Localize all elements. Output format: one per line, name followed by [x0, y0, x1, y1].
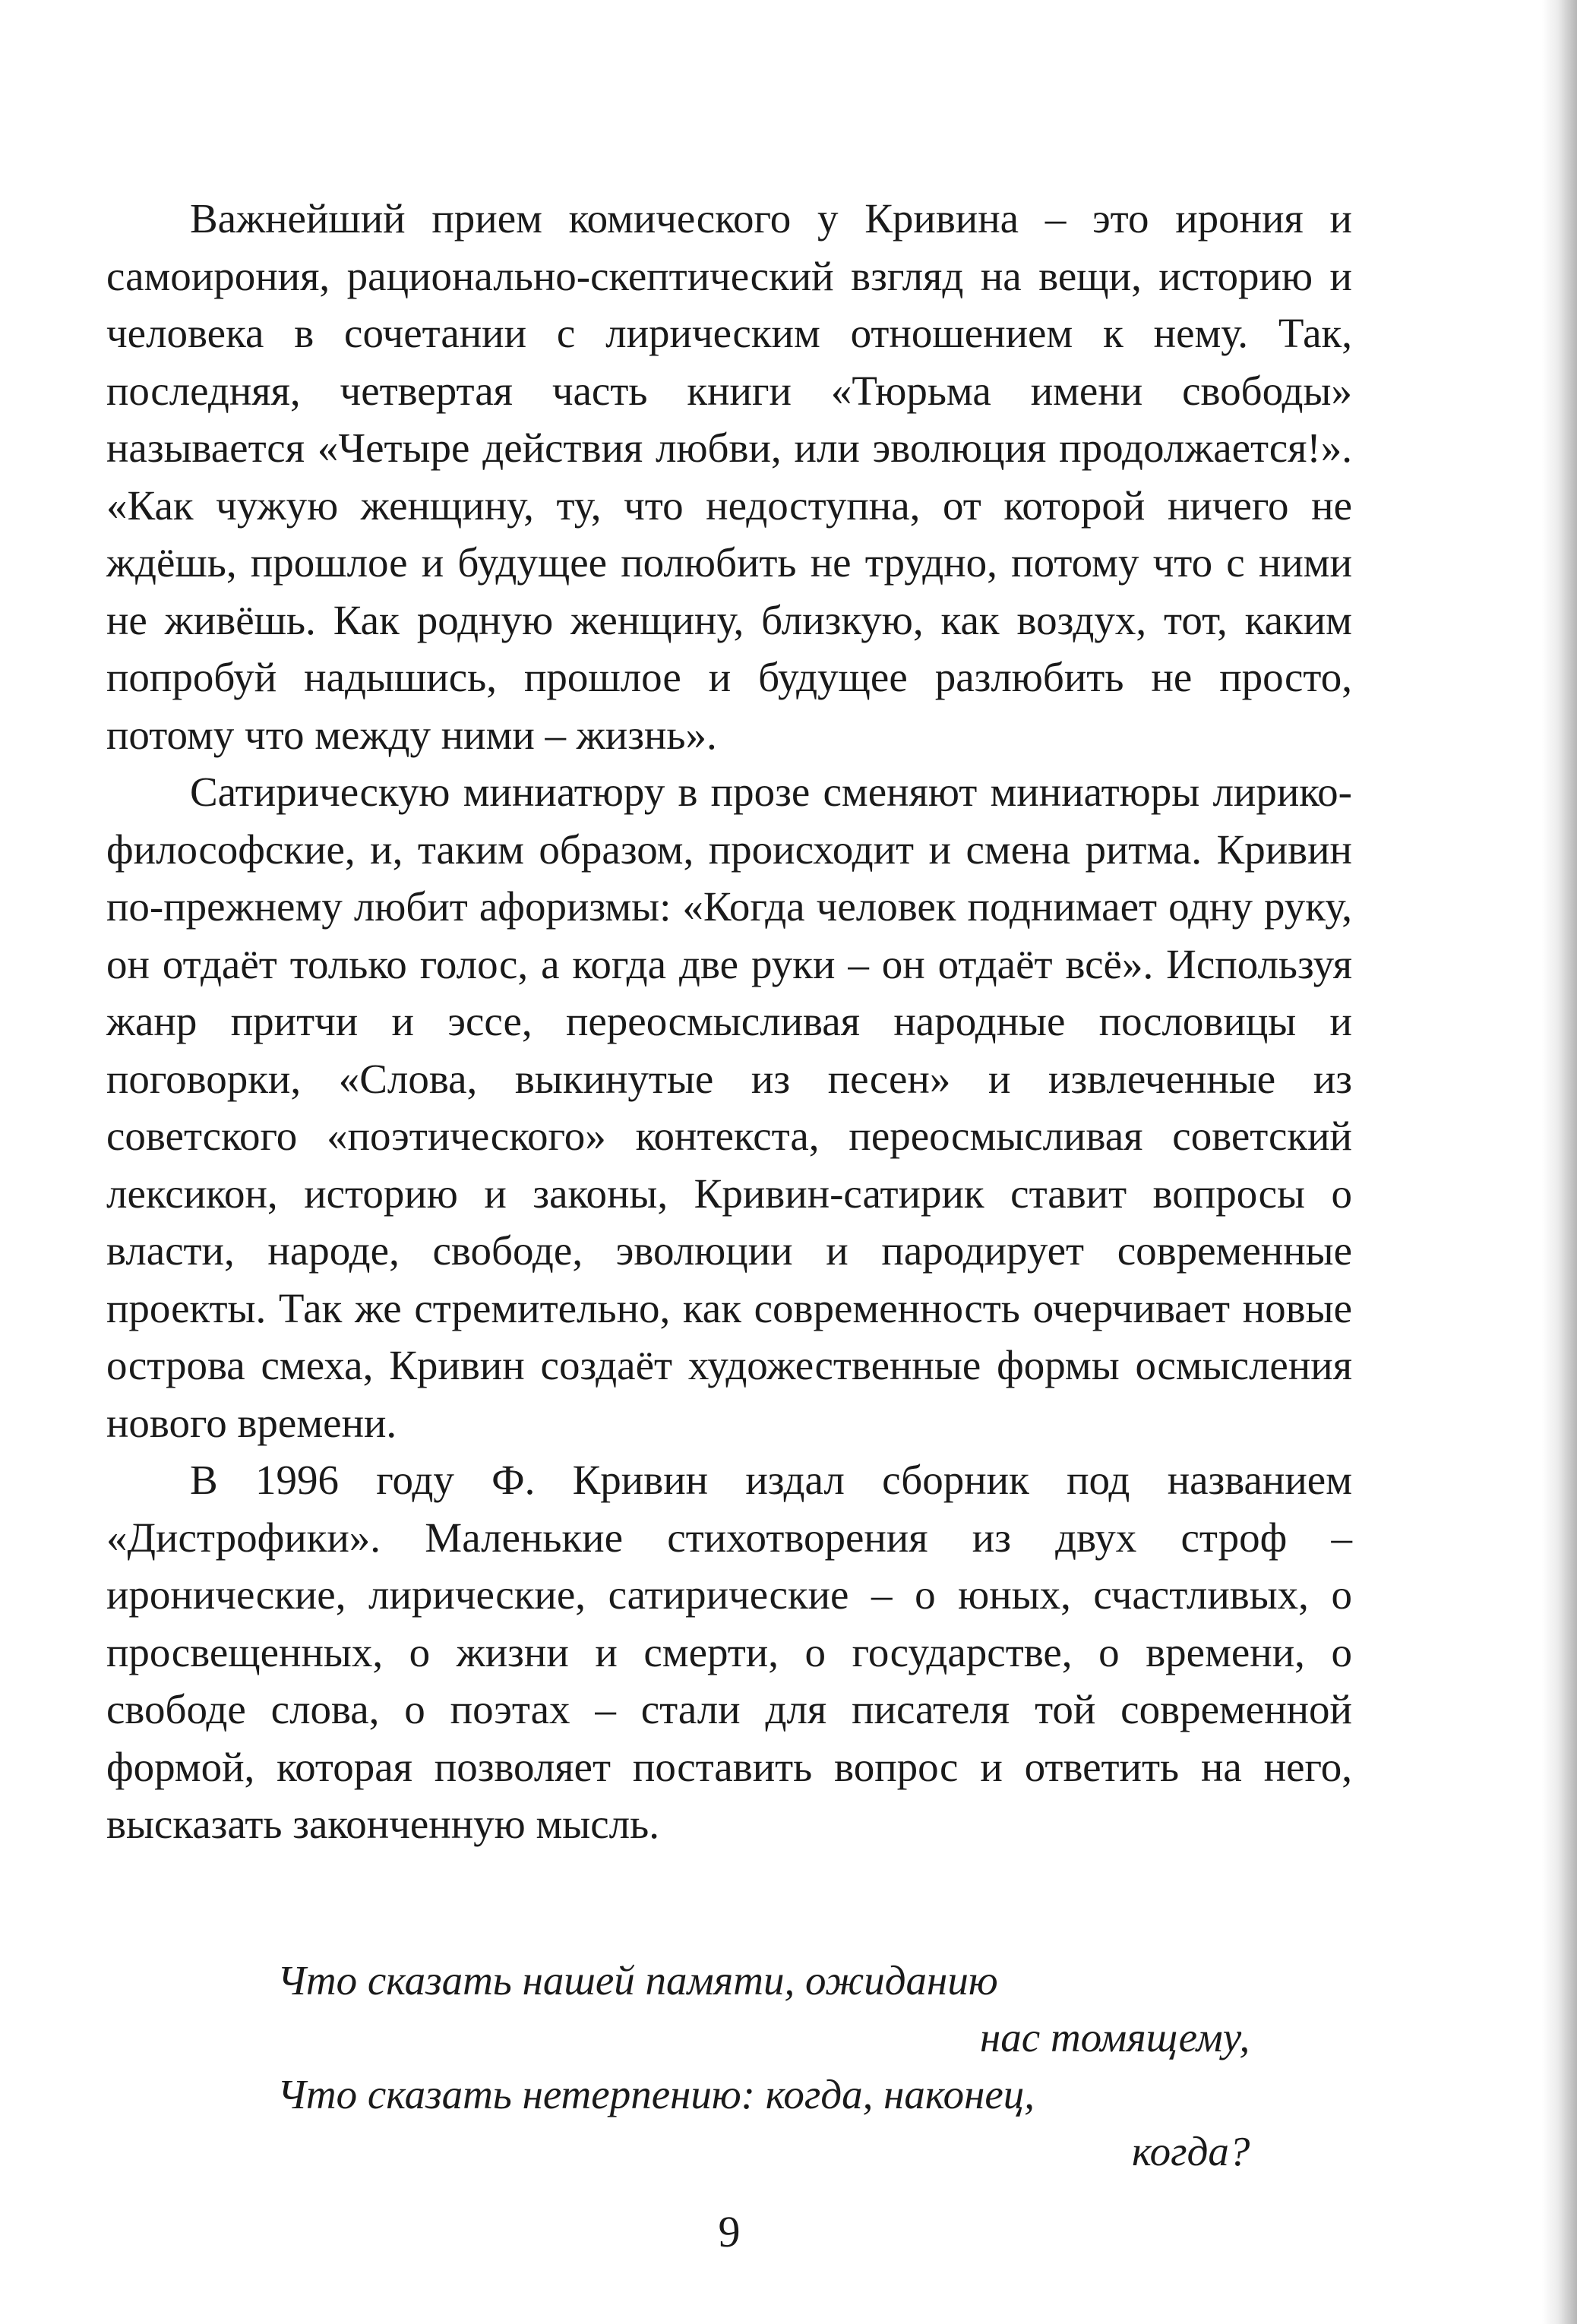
poem-quote [106, 1952, 1352, 2180]
poem-line-4: когда? [1132, 2128, 1250, 2174]
paragraph-2: Сатирическую миниатюру в прозе сменяют миниатюры лирико-философские, и, таким образом, происходит и смена ритма. Кривин по-прежнему любит афоризмы: «Когда человек поднимает одну руку, он отдаёт только голос, а когда две руки – он отдаёт всё». Используя жанр притчи и эссе, переосмысливая народные пословицы и поговорки, «Слова, выкинутые из песен» и извлеченные из советского «поэтического» контекста, переосмысливая советский лексикон, историю и законы, Кривин-сатирик ставит вопросы о власти, народе, свободе, эволюции и пародирует современные проекты. Так же стремительно, как современность очерчивает новые острова смеха, Кривин создаёт художественные формы осмысления нового времени. [106, 769, 1352, 1446]
page-edge-shadow [1542, 0, 1577, 2324]
body-text [106, 190, 1352, 1853]
poem-line-1: Что сказать нашей памяти, ожиданию [277, 1957, 998, 2004]
paragraph-1: Важнейший прием комического у Кривина – это ирония и самоирония, рационально-скептический взгляд на вещи, историю и человека в сочетании с лирическим отношением к нему. Так, последняя, четвертая часть книги «Тюрьма имени свободы» называется «Четыре действия любви, или эволюция продолжается!». «Как чужую женщину, ту, что недоступна, от которой ничего не ждёшь, прошлое и будущее полюбить не трудно, потому что с ними не живёшь. Как родную женщину, близкую, как воздух, тот, каким попробуй надышись, прошлое и будущее разлюбить не просто, потому что между ними – жизнь». [106, 195, 1352, 758]
page-number: 9 [718, 2207, 741, 2256]
paragraph-3: В 1996 году Ф. Кривин издал сборник под названием «Дистрофики». Маленькие стихотворения из двух строф – иронические, лирические, сатирические – о юных, счастливых, о просвещенных, о жизни и смерти, о государстве, о времени, о свободе слова, о поэтах – стали для писателя той современной формой, которая позволяет поставить вопрос и ответить на него, высказать законченную мысль. [106, 1457, 1352, 1847]
poem-line-3: Что сказать нетерпению: когда, наконец, [277, 2071, 1035, 2117]
poem-line-2: нас томящему, [980, 2014, 1250, 2060]
